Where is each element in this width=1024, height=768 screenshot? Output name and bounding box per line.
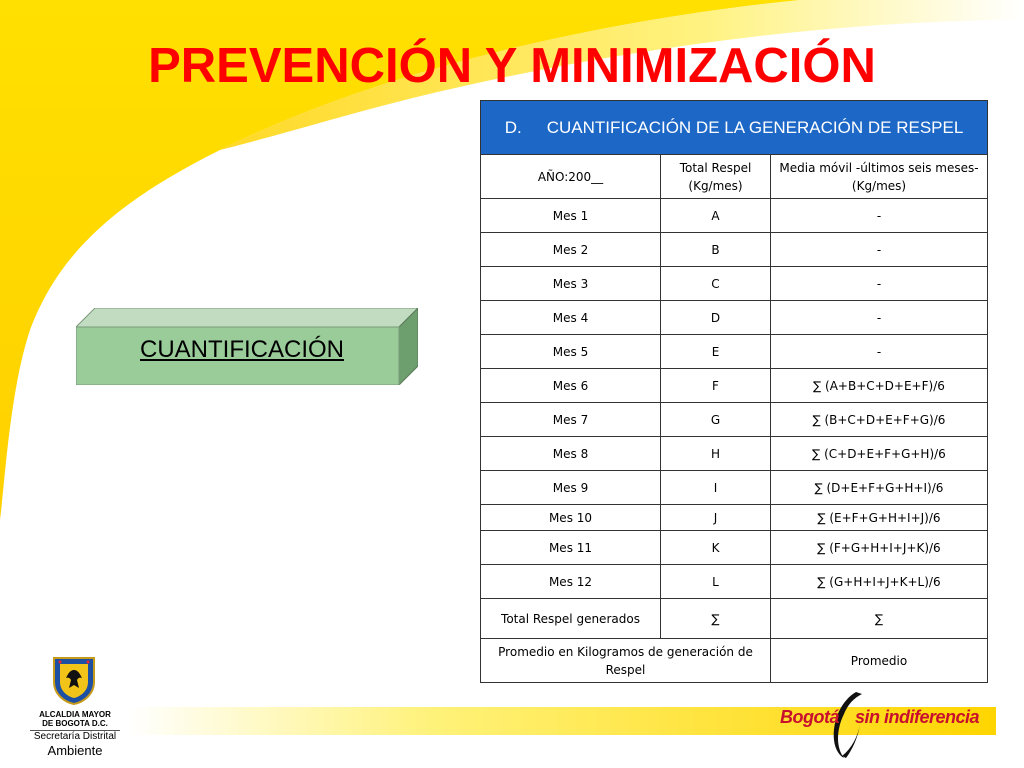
col-media-header: Media móvil -últimos seis meses- (Kg/mes)	[771, 155, 988, 199]
total-row-media: ∑	[771, 599, 988, 639]
cell-media: -	[771, 301, 988, 335]
promedio-row-value: Promedio	[771, 639, 988, 683]
cell-media: ∑ (B+C+D+E+F+G)/6	[771, 403, 988, 437]
secretaria-distrital-text: Secretaría Distrital	[33, 731, 117, 742]
cell-media: ∑ (D+E+F+G+H+I)/6	[771, 471, 988, 505]
table-row	[481, 335, 988, 369]
table-row	[481, 369, 988, 403]
cell-media: ∑ (A+B+C+D+E+F)/6	[771, 369, 988, 403]
table-header-prefix: D.	[504, 117, 522, 137]
cell-media: -	[771, 335, 988, 369]
cell-media: ∑ (G+H+I+J+K+L)/6	[771, 565, 988, 599]
respel-quantification-table	[480, 100, 988, 683]
promedio-row	[481, 639, 988, 683]
cell-media: -	[771, 233, 988, 267]
page-title: PREVENCIÓN Y MINIMIZACIÓN	[148, 39, 876, 93]
cell-media: ∑ (F+G+H+I+J+K)/6	[771, 531, 988, 565]
table-row	[481, 233, 988, 267]
ambiente-text: Ambiente	[47, 743, 103, 758]
cell-media: ∑ (C+D+E+F+G+H)/6	[771, 437, 988, 471]
cell-media: -	[771, 267, 988, 301]
table-row	[481, 565, 988, 599]
bogota-logo-text: Bogotá	[780, 707, 839, 727]
cell-total: L	[661, 565, 771, 599]
table-row	[481, 531, 988, 565]
cell-month: Mes 11	[481, 531, 661, 565]
cell-month: Mes 2	[481, 233, 661, 267]
table-row	[481, 267, 988, 301]
cell-total: G	[661, 403, 771, 437]
cell-total: K	[661, 531, 771, 565]
cell-month: Mes 12	[481, 565, 661, 599]
cell-month: Mes 6	[481, 369, 661, 403]
cell-month: Mes 7	[481, 403, 661, 437]
table-row	[481, 301, 988, 335]
bogota-coat-of-arms-icon	[52, 656, 96, 706]
table-header	[481, 101, 988, 155]
cell-month: Mes 1	[481, 199, 661, 233]
cell-total: F	[661, 369, 771, 403]
cell-total: C	[661, 267, 771, 301]
cell-month: Mes 3	[481, 267, 661, 301]
column-header-row	[481, 155, 988, 199]
table-row	[481, 437, 988, 471]
cell-month: Mes 4	[481, 301, 661, 335]
cell-total: E	[661, 335, 771, 369]
month-rows	[481, 199, 988, 599]
cell-total: A	[661, 199, 771, 233]
bogota-sin-indiferencia-logo	[780, 707, 979, 728]
cell-month: Mes 9	[481, 471, 661, 505]
cell-media: -	[771, 199, 988, 233]
cell-total: B	[661, 233, 771, 267]
sin-indiferencia-logo-text: sin indiferencia	[855, 707, 980, 727]
table-row	[481, 505, 988, 531]
table-row	[481, 199, 988, 233]
col-total-header: Total Respel (Kg/mes)	[661, 155, 771, 199]
table-header-text: CUANTIFICACIÓN DE LA GENERACIÓN DE RESPEL	[546, 117, 964, 137]
cell-total: J	[661, 505, 771, 531]
col-year-header: AÑO:200__	[481, 155, 661, 199]
table-row	[481, 471, 988, 505]
total-row-total: ∑	[661, 599, 771, 639]
cell-month: Mes 10	[481, 505, 661, 531]
cell-media: ∑ (E+F+G+H+I+J)/6	[771, 505, 988, 531]
quantification-label: CUANTIFICACIÓN	[140, 336, 344, 363]
promedio-row-label: Promedio en Kilogramos de generación de Respel	[481, 639, 771, 683]
cell-total: H	[661, 437, 771, 471]
cell-month: Mes 8	[481, 437, 661, 471]
table-header-row	[481, 101, 988, 155]
cell-total: D	[661, 301, 771, 335]
alcaldia-mayor-text: ALCALDIA MAYOR DE BOGOTA D.C.	[39, 710, 111, 728]
cell-month: Mes 5	[481, 335, 661, 369]
table-row	[481, 403, 988, 437]
total-row	[481, 599, 988, 639]
total-row-label: Total Respel generados	[481, 599, 661, 639]
cell-total: I	[661, 471, 771, 505]
